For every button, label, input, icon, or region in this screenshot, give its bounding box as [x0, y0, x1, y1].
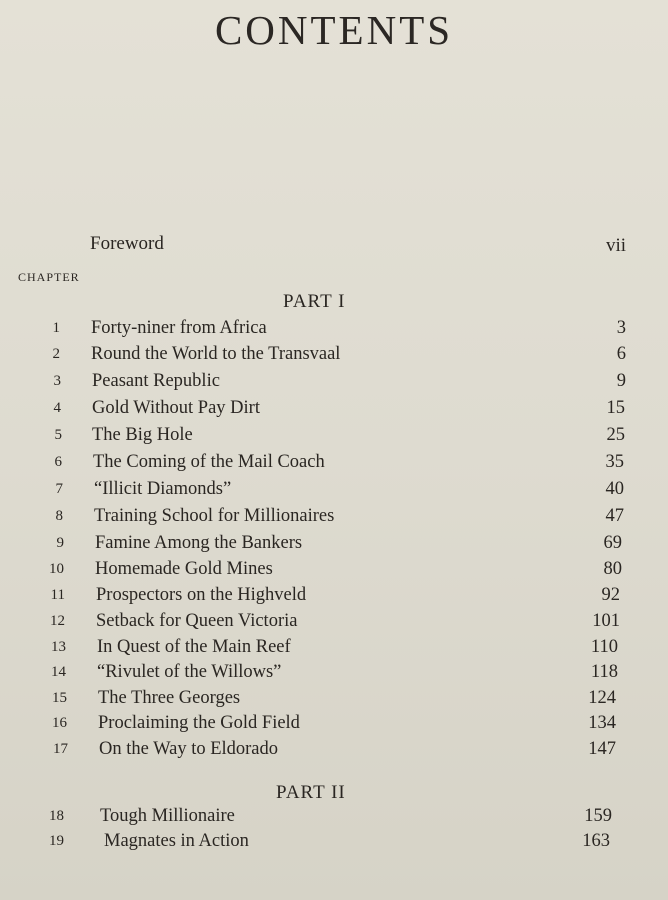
chapter-number: 2: [52, 346, 60, 362]
chapter-number: 8: [55, 508, 63, 524]
chapter-number: 15: [52, 690, 67, 706]
page-number: 134: [588, 713, 616, 733]
chapter-title: The Three Georges: [98, 688, 241, 708]
page-number: 110: [590, 637, 618, 657]
chapter-title: The Coming of the Mail Coach: [93, 452, 325, 472]
chapter-number: 9: [56, 535, 64, 551]
page-number: 118: [590, 662, 618, 682]
page-number: 15: [606, 398, 625, 418]
chapter-title: In Quest of the Main Reef: [97, 637, 291, 657]
foreword-label: Foreword: [90, 233, 164, 254]
chapter-title: Tough Millionaire: [100, 806, 235, 826]
chapter-title: The Big Hole: [92, 425, 193, 445]
page-number: 163: [582, 831, 610, 851]
chapter-number: 13: [51, 639, 66, 655]
chapter-title: Peasant Republic: [92, 371, 220, 391]
chapter-number: 6: [54, 454, 62, 470]
contents-row: [0, 831, 668, 855]
chapter-number: 4: [53, 400, 61, 416]
chapter-title: Round the World to the Transvaal: [91, 344, 341, 364]
chapter-title: On the Way to Eldorado: [99, 739, 279, 759]
page-number: 40: [605, 479, 624, 499]
page-number: 3: [616, 318, 626, 338]
page-number: 69: [603, 533, 622, 553]
contents-row: [0, 344, 668, 368]
contents-row: [0, 806, 668, 830]
chapter-number: 1: [52, 320, 60, 336]
page-number: 9: [616, 371, 626, 391]
chapter-title: Famine Among the Bankers: [95, 533, 303, 553]
chapter-title: Setback for Queen Victoria: [96, 611, 298, 631]
contents-row: [0, 559, 668, 583]
contents-row: [0, 713, 668, 737]
chapter-number: 12: [50, 613, 65, 629]
contents-row: [0, 637, 668, 661]
page-number: 6: [616, 344, 626, 364]
chapter-number: 14: [51, 664, 66, 680]
chapter-number: 18: [49, 808, 64, 824]
page-number: 80: [603, 559, 622, 579]
chapter-number: 3: [53, 373, 61, 389]
page-number: 147: [588, 739, 616, 759]
chapter-title: Training School for Millionaires: [94, 506, 335, 526]
contents-row: [0, 506, 668, 530]
part-heading: PART I: [283, 291, 346, 312]
chapter-number: 5: [54, 427, 62, 443]
contents-row: [0, 479, 668, 503]
contents-row: [0, 662, 668, 686]
contents-row: [0, 425, 668, 449]
chapter-title: Gold Without Pay Dirt: [92, 398, 260, 418]
foreword-page-number: vii: [605, 235, 626, 256]
chapter-title: Homemade Gold Mines: [95, 559, 273, 579]
chapter-title: “Illicit Diamonds”: [94, 479, 232, 499]
page-number: 101: [592, 611, 620, 631]
chapter-number: 11: [50, 587, 65, 603]
contents-row: [0, 398, 668, 422]
chapter-title: “Rivulet of the Willows”: [97, 662, 282, 682]
contents-row: [0, 585, 668, 609]
chapter-number: 17: [53, 741, 68, 757]
chapter-number: 19: [49, 833, 64, 849]
page-title: CONTENTS: [214, 7, 454, 53]
chapter-title: Prospectors on the Highveld: [96, 585, 307, 605]
chapter-title: Magnates in Action: [104, 831, 249, 851]
chapter-column-label: CHAPTER: [18, 270, 80, 284]
page-number: 92: [601, 585, 620, 605]
page-number: 124: [588, 688, 616, 708]
contents-row: [0, 318, 668, 342]
chapter-title: Forty-niner from Africa: [91, 318, 267, 338]
part-heading: PART II: [276, 782, 346, 803]
page-number: 47: [605, 506, 624, 526]
contents-row: [0, 611, 668, 635]
chapter-number: 7: [55, 481, 63, 497]
contents-row: [0, 688, 668, 712]
contents-row: [0, 371, 668, 395]
page-number: 25: [606, 425, 625, 445]
chapter-title: Proclaiming the Gold Field: [98, 713, 300, 733]
contents-row: [0, 452, 668, 476]
page-number: 159: [584, 806, 612, 826]
page-number: 35: [605, 452, 624, 472]
chapter-number: 16: [52, 715, 67, 731]
chapter-number: 10: [49, 561, 64, 577]
contents-row: [0, 533, 668, 557]
contents-row: [0, 739, 668, 763]
